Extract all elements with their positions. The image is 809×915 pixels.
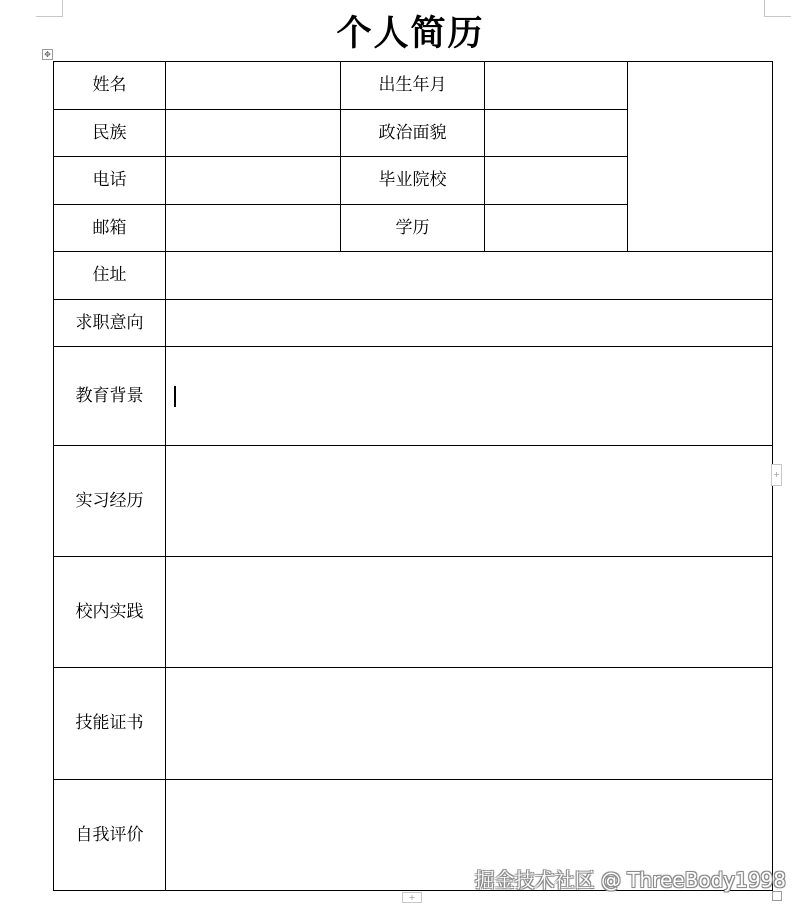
skills-field[interactable]: [166, 668, 773, 780]
address-field[interactable]: [166, 252, 773, 300]
school-label: 毕业院校: [378, 170, 447, 191]
self-evaluation-label: 自我评价: [75, 824, 144, 845]
resume-table: [53, 61, 773, 891]
photo-cell[interactable]: [628, 62, 773, 252]
ethnicity-label-cell[interactable]: [54, 110, 166, 157]
address-label: 住址: [92, 265, 127, 286]
political-label-cell[interactable]: [341, 110, 485, 157]
internship-label-cell[interactable]: [54, 446, 166, 557]
campus-practice-field[interactable]: [166, 557, 773, 668]
education-label-cell[interactable]: [54, 347, 166, 446]
text-cursor: [174, 386, 176, 407]
political-status-field[interactable]: [485, 110, 628, 157]
campus-label-cell[interactable]: [54, 557, 166, 668]
birth-field[interactable]: [485, 62, 628, 110]
school-label-cell[interactable]: [341, 157, 485, 205]
ethnicity-field[interactable]: [166, 110, 341, 157]
education-field[interactable]: [166, 347, 773, 446]
job-intention-label-cell[interactable]: [54, 300, 166, 347]
degree-label: 学历: [395, 217, 430, 238]
name-label: 姓名: [92, 75, 127, 96]
school-field[interactable]: [485, 157, 628, 205]
self-eval-label-cell[interactable]: [54, 780, 166, 891]
table-row: [54, 252, 773, 300]
education-label: 教育背景: [75, 385, 144, 406]
ethnicity-label: 民族: [92, 122, 127, 143]
address-label-cell[interactable]: [54, 252, 166, 300]
email-label-cell[interactable]: [54, 205, 166, 252]
table-row: [54, 347, 773, 446]
internship-field[interactable]: [166, 446, 773, 557]
phone-label-cell[interactable]: [54, 157, 166, 205]
skills-label: 技能证书: [75, 713, 144, 734]
birth-label-cell[interactable]: [341, 62, 485, 110]
watermark: 掘金技术社区 @ ThreeBody1998: [474, 868, 786, 892]
name-field[interactable]: [166, 62, 341, 110]
job-intention-field[interactable]: [166, 300, 773, 347]
birth-label: 出生年月: [378, 75, 447, 96]
table-row: [54, 668, 773, 780]
political-status-label: 政治面貌: [378, 122, 447, 143]
table-row: [54, 62, 773, 110]
job-intention-label: 求职意向: [75, 312, 144, 333]
degree-field[interactable]: [485, 205, 628, 252]
degree-label-cell[interactable]: [341, 205, 485, 252]
campus-practice-label: 校内实践: [75, 601, 144, 622]
table-move-handle-icon[interactable]: ✥: [42, 49, 53, 60]
document-title[interactable]: 个人简历: [336, 13, 485, 54]
add-column-handle-icon[interactable]: +: [771, 464, 782, 486]
phone-label: 电话: [92, 170, 127, 191]
table-row: [54, 446, 773, 557]
email-label: 邮箱: [92, 217, 127, 238]
email-field[interactable]: [166, 205, 341, 252]
table-row: [54, 300, 773, 347]
skills-label-cell[interactable]: [54, 668, 166, 780]
add-row-handle-icon[interactable]: +: [402, 892, 422, 903]
name-label-cell[interactable]: [54, 62, 166, 110]
internship-label: 实习经历: [75, 490, 144, 511]
phone-field[interactable]: [166, 157, 341, 205]
table-row: [54, 557, 773, 668]
